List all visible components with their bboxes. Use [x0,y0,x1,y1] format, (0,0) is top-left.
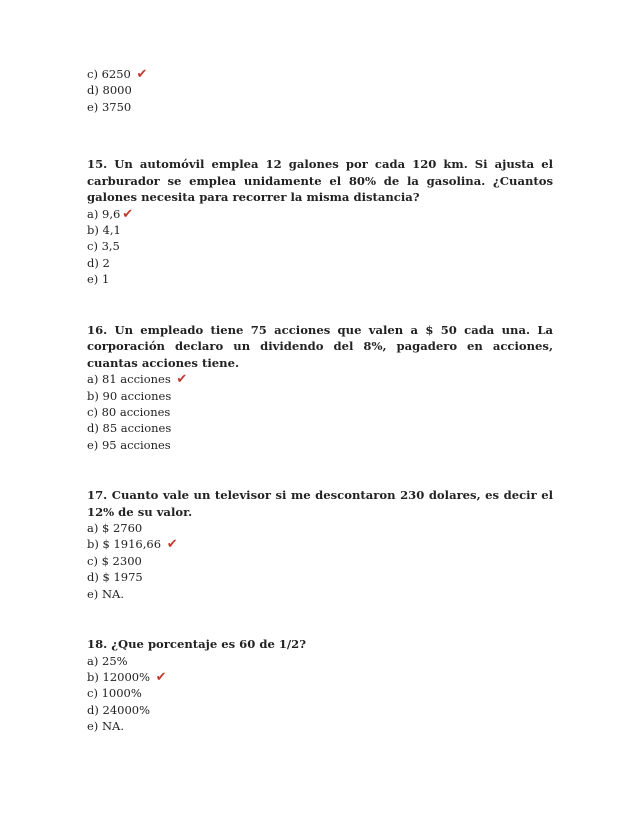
option-d: d) 85 acciones [87,421,172,436]
option-d: d) 24000% [87,702,151,717]
option-e: e) 95 acciones [87,437,171,452]
question-text: 18. ¿Que porcentaje es 60 de 1/2? [87,637,307,652]
check-icon: ✔ [166,537,178,553]
option-a: a) 25% [87,653,128,668]
check-icon: ✔ [176,372,188,388]
option-c: c) 6250 ✔ [87,67,148,82]
option-e: e) 3750 [87,99,132,114]
option-d: d) 8000 [87,83,132,98]
option-a: a) $ 2760 [87,521,143,536]
option-e: e) 1 [87,272,110,287]
question-18 [87,636,553,734]
question-text: 17. Cuanto vale un televisor si me descontaron 230 dolares, es decir el 12% de su valor. [87,488,553,519]
question-text: 16. Un empleado tiene 75 acciones que valen a $ 50 cada una. La corporación declaro un dividendo del 8%, pagadero en acciones, cuantas acciones tiene. [87,322,553,370]
quiz-page [87,66,553,734]
option-e: e) NA. [87,586,124,601]
check-icon: ✔ [136,67,148,82]
previous-question-options [87,66,553,115]
option-d: d) 2 [87,255,110,270]
option-b: b) 90 acciones [87,388,172,403]
option-c: c) 3,5 [87,239,120,254]
check-icon: ✔ [122,206,134,222]
option-a: a) 9,6 ✔ [87,206,134,222]
option-c: c) $ 2300 [87,553,142,568]
question-17 [87,487,553,602]
option-c: c) 1000% [87,686,142,701]
question-15 [87,156,553,287]
check-icon: ✔ [155,669,167,685]
option-d: d) $ 1975 [87,570,143,585]
question-text: 15. Un automóvil emplea 12 galones por cada 120 km. Si ajusta el carburador se emplea unidamente el 80% de la gasolina. ¿Cuantos galones necesita para recorrer la misma distancia? [87,157,553,205]
option-b: b) 4,1 [87,223,121,238]
option-b: b) $ 1916,66 ✔ [87,537,178,553]
option-c: c) 80 acciones [87,404,171,419]
option-e: e) NA. [87,719,124,734]
question-16 [87,322,553,453]
option-b: b) 12000% ✔ [87,669,167,685]
option-a: a) 81 acciones ✔ [87,372,188,388]
